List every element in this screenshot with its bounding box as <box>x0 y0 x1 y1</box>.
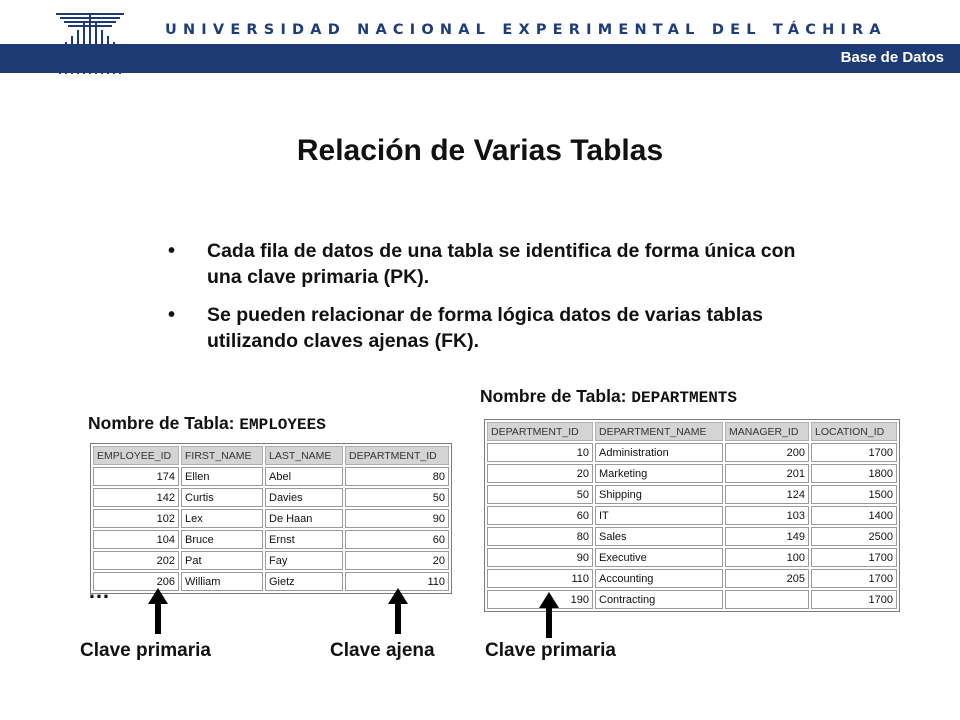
table-cell: 90 <box>345 509 449 528</box>
departments-caption-prefix: Nombre de Tabla: <box>480 386 627 406</box>
table-cell: Lex <box>181 509 263 528</box>
table-cell: Ellen <box>181 467 263 486</box>
fk-employees-arrow-icon <box>388 588 408 634</box>
table-cell: 200 <box>725 443 809 462</box>
table-cell: 142 <box>93 488 179 507</box>
table-cell: 103 <box>725 506 809 525</box>
bullet-item <box>168 302 808 354</box>
table-cell: 2500 <box>811 527 897 546</box>
column-header: LOCATION_ID <box>811 422 897 441</box>
table-cell: William <box>181 572 263 591</box>
employees-caption <box>88 413 326 434</box>
employees-table-name: EMPLOYEES <box>239 416 326 434</box>
course-label: Base de Datos <box>840 49 944 66</box>
table-row <box>487 548 897 567</box>
table-cell: Contracting <box>595 590 723 609</box>
column-header: MANAGER_ID <box>725 422 809 441</box>
table-cell: 60 <box>487 506 593 525</box>
column-header: FIRST_NAME <box>181 446 263 465</box>
table-cell: De Haan <box>265 509 343 528</box>
table-cell: 1400 <box>811 506 897 525</box>
table-row <box>93 467 449 486</box>
table-cell: Shipping <box>595 485 723 504</box>
table-row <box>93 488 449 507</box>
table-cell: Davies <box>265 488 343 507</box>
table-cell: 149 <box>725 527 809 546</box>
table-row <box>93 551 449 570</box>
table-cell: 50 <box>345 488 449 507</box>
table-row <box>487 569 897 588</box>
pk-departments-label: Clave primaria <box>485 640 616 661</box>
table-row <box>487 527 897 546</box>
table-cell: Gietz <box>265 572 343 591</box>
table-cell: Ernst <box>265 530 343 549</box>
table-cell: 102 <box>93 509 179 528</box>
column-header: DEPARTMENT_NAME <box>595 422 723 441</box>
table-cell: Pat <box>181 551 263 570</box>
table-cell: 1700 <box>811 548 897 567</box>
table-row <box>93 509 449 528</box>
table-cell: Marketing <box>595 464 723 483</box>
pk-departments-arrow-icon <box>539 592 559 638</box>
university-name: UNIVERSIDAD NACIONAL EXPERIMENTAL DEL TÁCHIRA <box>165 22 887 38</box>
bullet-text: Cada fila de datos de una tabla se identifica de forma única con una clave primaria (PK). <box>207 240 796 288</box>
bullet-icon: • <box>168 240 176 262</box>
table-cell: 104 <box>93 530 179 549</box>
table-cell: 1700 <box>811 569 897 588</box>
table-row <box>93 530 449 549</box>
table-cell: 1700 <box>811 590 897 609</box>
table-cell: 110 <box>345 572 449 591</box>
bullet-list <box>168 238 808 366</box>
bullet-icon: • <box>168 304 176 326</box>
column-header: LAST_NAME <box>265 446 343 465</box>
pk-employees-label: Clave primaria <box>80 640 211 661</box>
table-cell: 110 <box>487 569 593 588</box>
departments-table-name: DEPARTMENTS <box>631 389 738 407</box>
bullet-item <box>168 238 808 290</box>
table-cell: Executive <box>595 548 723 567</box>
table-cell: 60 <box>345 530 449 549</box>
departments-caption <box>480 386 737 407</box>
table-cell: Curtis <box>181 488 263 507</box>
column-header: EMPLOYEE_ID <box>93 446 179 465</box>
table-cell: 174 <box>93 467 179 486</box>
pk-employees-arrow-icon <box>148 588 168 634</box>
table-row <box>487 443 897 462</box>
table-cell: IT <box>595 506 723 525</box>
table-row <box>487 485 897 504</box>
departments-table <box>484 419 900 612</box>
table-header-row <box>93 446 449 465</box>
table-cell: 20 <box>345 551 449 570</box>
employees-table <box>90 443 452 594</box>
table-cell: 50 <box>487 485 593 504</box>
more-rows-ellipsis: … <box>88 578 111 603</box>
table-cell: 201 <box>725 464 809 483</box>
table-cell: 190 <box>487 590 593 609</box>
table-cell: 80 <box>345 467 449 486</box>
table-cell: 202 <box>93 551 179 570</box>
table-cell: Fay <box>265 551 343 570</box>
table-cell: 20 <box>487 464 593 483</box>
table-cell: 1700 <box>811 443 897 462</box>
table-cell: Administration <box>595 443 723 462</box>
table-header-row <box>487 422 897 441</box>
table-cell: Accounting <box>595 569 723 588</box>
table-cell: 80 <box>487 527 593 546</box>
bullet-text: Se pueden relacionar de forma lógica datos de varias tablas utilizando claves ajenas (FK). <box>207 304 763 352</box>
employees-caption-prefix: Nombre de Tabla: <box>88 413 235 433</box>
table-cell: Sales <box>595 527 723 546</box>
table-cell: 10 <box>487 443 593 462</box>
table-cell: 100 <box>725 548 809 567</box>
column-header: DEPARTMENT_ID <box>487 422 593 441</box>
table-cell: 90 <box>487 548 593 567</box>
table-row <box>487 506 897 525</box>
column-header: DEPARTMENT_ID <box>345 446 449 465</box>
table-cell <box>725 590 809 609</box>
table-cell: 1500 <box>811 485 897 504</box>
table-cell: Bruce <box>181 530 263 549</box>
slide-title: Relación de Varias Tablas <box>296 134 664 167</box>
fk-employees-label: Clave ajena <box>330 640 435 661</box>
header-band <box>0 44 960 73</box>
table-cell: Abel <box>265 467 343 486</box>
table-cell: 124 <box>725 485 809 504</box>
table-row <box>487 464 897 483</box>
table-cell: 206 <box>93 572 179 591</box>
table-cell: 1800 <box>811 464 897 483</box>
table-cell: 205 <box>725 569 809 588</box>
